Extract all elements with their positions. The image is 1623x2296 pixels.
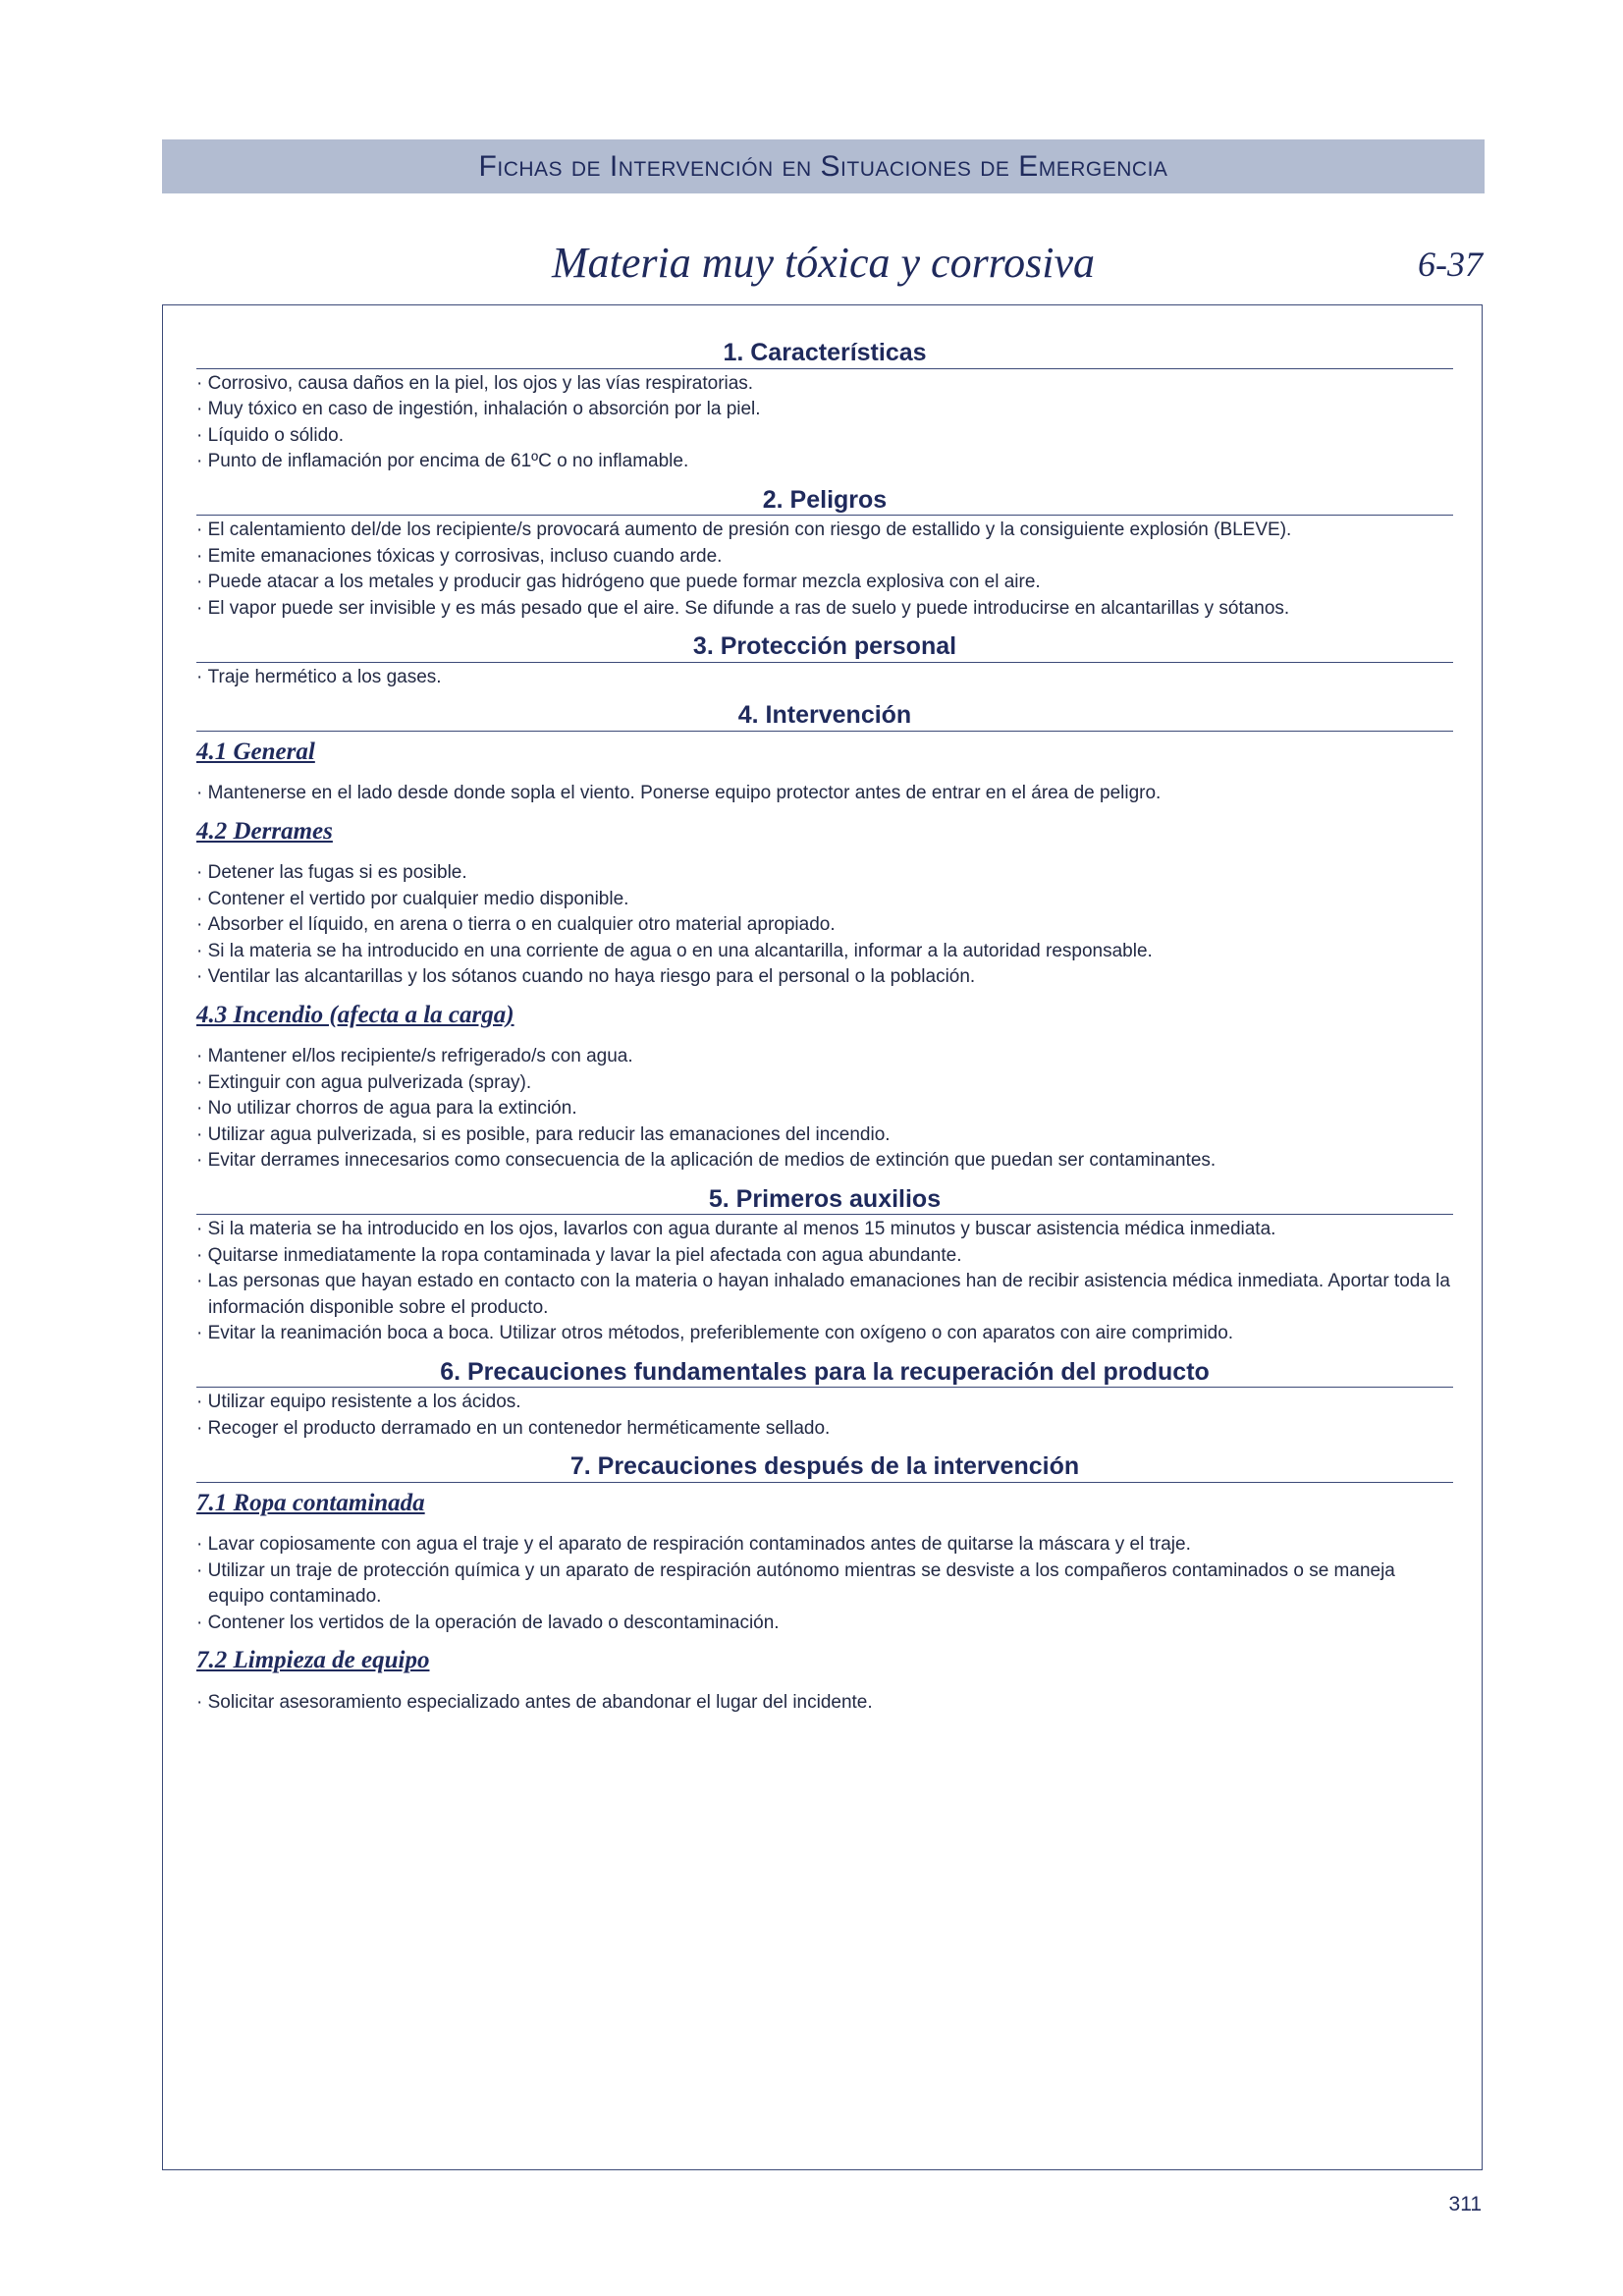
- list-item: · Mantener el/los recipiente/s refrigerado/s con agua.: [196, 1044, 1453, 1070]
- page-number: 311: [1448, 2193, 1482, 2215]
- list-item: · Puede atacar a los metales y producir gas hidrógeno que puede formar mezcla explosiva con el aire.: [196, 570, 1453, 596]
- list-general: [196, 781, 1453, 807]
- subsection-title-incendio: 4.3 Incendio (afecta a la carga): [196, 1001, 514, 1028]
- section-title-precauciones-despues: 7. Precauciones después de la intervención: [196, 1453, 1453, 1483]
- list-item: · Evitar la reanimación boca a boca. Utilizar otros métodos, preferiblemente con oxígeno o con aparatos con aire comprimido.: [196, 1321, 1453, 1347]
- content: [196, 334, 1453, 1716]
- list-item: · El calentamiento del/de los recipiente/s provocará aumento de presión con riesgo de estallido y la consiguiente explosión (BLEVE).: [196, 518, 1453, 544]
- list-item: · Las personas que hayan estado en contacto con la materia o hayan inhalado emanaciones han de recibir asistencia médica inmediata. Aportar toda la información disponible sobre el producto.: [196, 1269, 1453, 1321]
- list-limpieza-equipo: [196, 1690, 1453, 1717]
- list-item: · Utilizar agua pulverizada, si es posible, para reducir las emanaciones del incendio.: [196, 1122, 1453, 1149]
- list-item: · Mantenerse en el lado desde donde sopla el viento. Ponerse equipo protector antes de entrar en el área de peligro.: [196, 781, 1453, 807]
- list-item: · Utilizar equipo resistente a los ácidos.: [196, 1390, 1453, 1416]
- list-item: · Muy tóxico en caso de ingestión, inhalación o absorción por la piel.: [196, 397, 1453, 423]
- section-title-caracteristicas: 1. Características: [196, 340, 1453, 369]
- header-band-text: Fichas de Intervención en Situaciones de Emergencia: [478, 149, 1168, 183]
- list-item: · Corrosivo, causa daños en la piel, los ojos y las vías respiratorias.: [196, 371, 1453, 398]
- list-derrames: [196, 860, 1453, 991]
- list-item: · Utilizar un traje de protección química y un aparato de respiración autónomo mientras se desviste a los compañeros contaminados o se maneja equipo contaminado.: [196, 1558, 1453, 1611]
- list-item: · Si la materia se ha introducido en los ojos, lavarlos con agua durante al menos 15 minutos y buscar asistencia médica inmediata.: [196, 1217, 1453, 1243]
- list-item: · Recoger el producto derramado en un contenedor herméticamente sellado.: [196, 1416, 1453, 1443]
- subsection-title-ropa-contaminada: 7.1 Ropa contaminada: [196, 1489, 425, 1516]
- list-caracteristicas: [196, 371, 1453, 475]
- list-ropa-contaminada: [196, 1532, 1453, 1636]
- subsection-title-derrames: 4.2 Derrames: [196, 817, 333, 845]
- list-primeros-auxilios: [196, 1217, 1453, 1347]
- list-item: · Emite emanaciones tóxicas y corrosivas, incluso cuando arde.: [196, 544, 1453, 571]
- section-title-intervencion: 4. Intervención: [196, 702, 1453, 732]
- document-title-row: [162, 238, 1485, 297]
- list-item: · Si la materia se ha introducido en una corriente de agua o en una alcantarilla, informar a la autoridad responsable.: [196, 939, 1453, 965]
- header-band: [162, 139, 1485, 193]
- list-item: · Quitarse inmediatamente la ropa contaminada y lavar la piel afectada con agua abundante.: [196, 1243, 1453, 1270]
- list-item: · Evitar derrames innecesarios como consecuencia de la aplicación de medios de extinción que puedan ser contaminantes.: [196, 1148, 1453, 1175]
- list-item: · Líquido o sólido.: [196, 423, 1453, 450]
- list-recuperacion-producto: [196, 1390, 1453, 1442]
- list-peligros: [196, 518, 1453, 622]
- section-title-peligros: 2. Peligros: [196, 487, 1453, 517]
- list-item: · El vapor puede ser invisible y es más pesado que el aire. Se difunde a ras de suelo y puede introducirse en alcantarillas y sótanos.: [196, 596, 1453, 623]
- list-item: · Punto de inflamación por encima de 61ºC o no inflamable.: [196, 449, 1453, 475]
- document-code: 6-37: [1418, 245, 1483, 284]
- list-proteccion-personal: [196, 665, 1453, 691]
- list-item: · Contener los vertidos de la operación de lavado o descontaminación.: [196, 1611, 1453, 1637]
- section-title-primeros-auxilios: 5. Primeros auxilios: [196, 1186, 1453, 1216]
- list-item: · Detener las fugas si es posible.: [196, 860, 1453, 887]
- list-item: · Ventilar las alcantarillas y los sótanos cuando no haya riesgo para el personal o la población.: [196, 964, 1453, 991]
- subsection-title-general: 4.1 General: [196, 738, 315, 765]
- list-item: · Contener el vertido por cualquier medio disponible.: [196, 887, 1453, 913]
- section-title-recuperacion-producto: 6. Precauciones fundamentales para la recuperación del producto: [196, 1359, 1453, 1389]
- list-item: · Solicitar asesoramiento especializado antes de abandonar el lugar del incidente.: [196, 1690, 1453, 1717]
- list-item: · Traje hermético a los gases.: [196, 665, 1453, 691]
- document-title: Materia muy tóxica y corrosiva: [551, 239, 1096, 287]
- section-title-proteccion-personal: 3. Protección personal: [196, 633, 1453, 663]
- list-item: · Absorber el líquido, en arena o tierra o en cualquier otro material apropiado.: [196, 912, 1453, 939]
- list-item: · Extinguir con agua pulverizada (spray).: [196, 1070, 1453, 1097]
- list-incendio: [196, 1044, 1453, 1175]
- list-item: · No utilizar chorros de agua para la extinción.: [196, 1096, 1453, 1122]
- subsection-title-limpieza-equipo: 7.2 Limpieza de equipo: [196, 1647, 430, 1673]
- list-item: · Lavar copiosamente con agua el traje y el aparato de respiración contaminados antes de quitarse la máscara y el traje.: [196, 1532, 1453, 1558]
